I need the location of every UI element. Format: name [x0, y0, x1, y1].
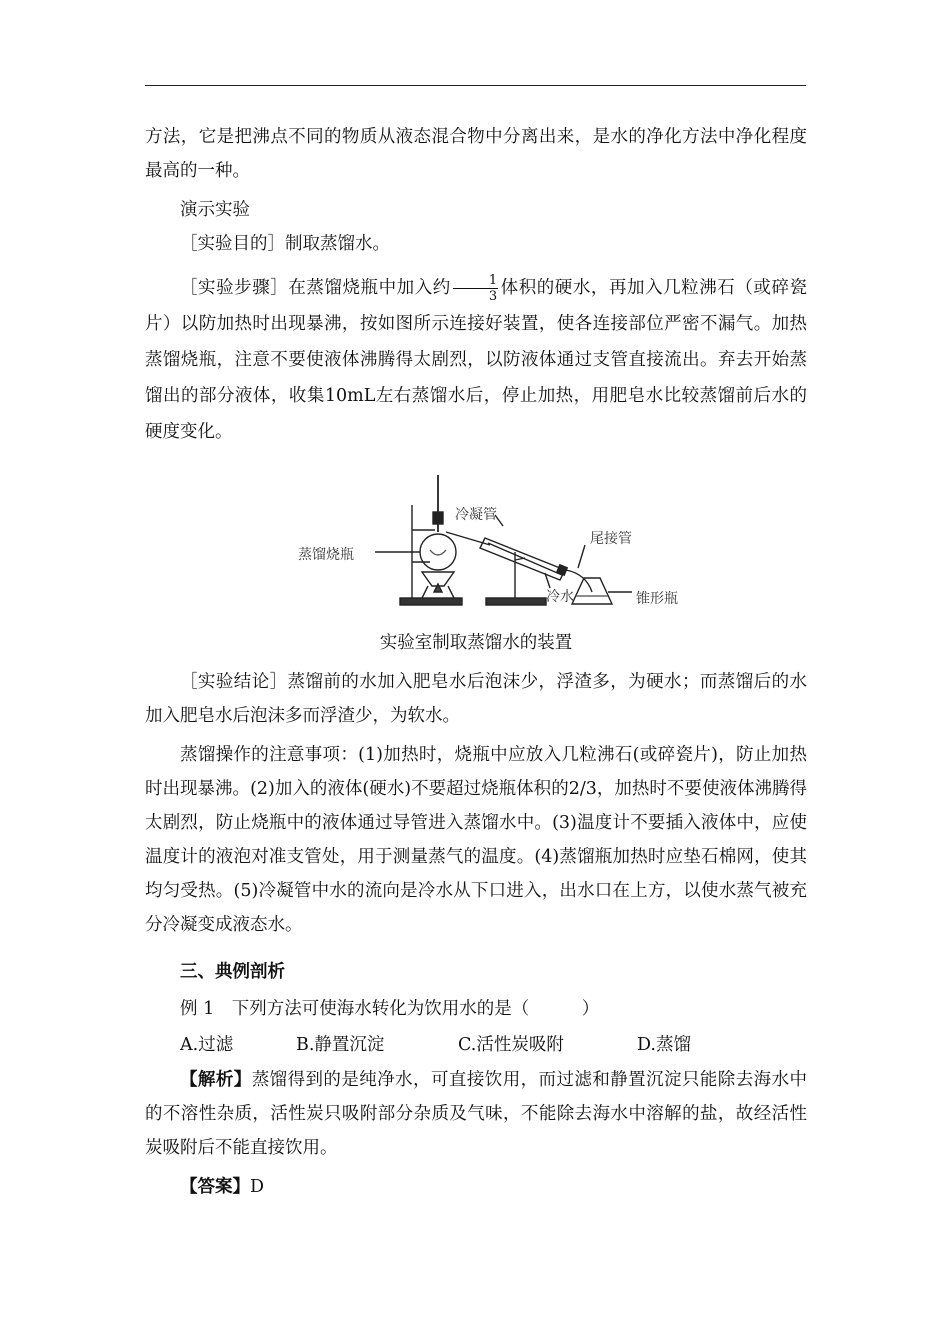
- distillation-apparatus-figure: [290, 470, 690, 615]
- example-1-question: 例 1 下列方法可使海水转化为饮用水的是（ ）: [180, 999, 600, 1019]
- label-adapter: 尾接管: [590, 531, 632, 547]
- label-conical-flask: 锥形瓶: [636, 591, 678, 607]
- experiment-conclusion: ［实验结论］蒸馏前的水加入肥皂水后泡沫少，浮渣多，为硬水；而蒸馏后的水加入肥皂水后泡沫多而浮渣少，为软水。: [145, 672, 807, 726]
- demo-heading: 演示实验: [180, 200, 250, 220]
- header-rule: [145, 85, 806, 86]
- section-three-heading: 三、典例剖析: [180, 962, 285, 982]
- experiment-steps: [145, 270, 807, 450]
- option-c: C.活性炭吸附: [458, 1035, 564, 1055]
- steps-text-after: 体积的硬水，再加入几粒沸石（或碎瓷片）以防加热时出现暴沸，按如图所示连接好装置，使各连接部位严密不漏气。加热蒸馏烧瓶，注意不要使液体沸腾得太剧烈，以防液体通过支管直接流出。弃去开始蒸馏出的部分液体，收集10mL左右蒸馏水后，停止加热，用肥皂水比较蒸馏前后水的硬度变化。: [145, 278, 808, 442]
- experiment-purpose: ［实验目的］制取蒸馏水。: [180, 234, 390, 254]
- fraction-denominator: 3: [488, 289, 498, 304]
- option-d: D.蒸馏: [637, 1035, 691, 1055]
- option-b: B.静置沉淀: [296, 1035, 385, 1055]
- intro-paragraph: 方法，它是把沸点不同的物质从液态混合物中分离出来，是水的净化方法中净化程度最高的一种。: [145, 127, 807, 181]
- fraction-numerator: 1: [453, 273, 498, 289]
- analysis-text: 蒸馏得到的是纯净水，可直接饮用，而过滤和静置沉淀只能除去海水中的不溶性杂质，活性炭只吸附部分杂质及气味，不能除去海水中溶解的盐，故经活性炭吸附后不能直接饮用。: [145, 1070, 808, 1158]
- label-distilling-flask: 蒸馏烧瓶: [298, 547, 354, 563]
- precautions-paragraph: 蒸馏操作的注意事项：(1)加热时，烧瓶中应放入几粒沸石(或碎瓷片)，防止加热时出现暴沸。(2)加入的液体(硬水)不要超过烧瓶体积的2/3，加热时不要使液体沸腾得太剧烈，防止烧瓶中的液体通过导管进入蒸馏水中。(3)温度计不要插入液体中，应使温度计的液泡对准支管处，用于测量蒸气的温度。(4)蒸馏瓶加热时应垫石棉网，使其均匀受热。(5)冷凝管中水的流向是冷水从下口进入，出水口在上方，以使水蒸气被充分冷凝变成液态水。: [145, 745, 807, 935]
- example-1-analysis: [145, 1063, 807, 1165]
- label-cold-water: 冷水: [546, 589, 574, 605]
- label-condenser: 冷凝管: [455, 507, 497, 523]
- example-1-answer: [180, 1170, 264, 1204]
- fraction-one-third: [453, 273, 498, 304]
- answer-value: D: [250, 1177, 265, 1197]
- analysis-label: 【解析】: [180, 1070, 252, 1090]
- figure-caption: 实验室制取蒸馏水的装置: [379, 633, 573, 653]
- option-a: A.过滤: [180, 1035, 234, 1055]
- steps-text-before: ［实验步骤］在蒸馏烧瓶中加入约: [180, 278, 451, 298]
- answer-label: 【答案】: [180, 1177, 250, 1197]
